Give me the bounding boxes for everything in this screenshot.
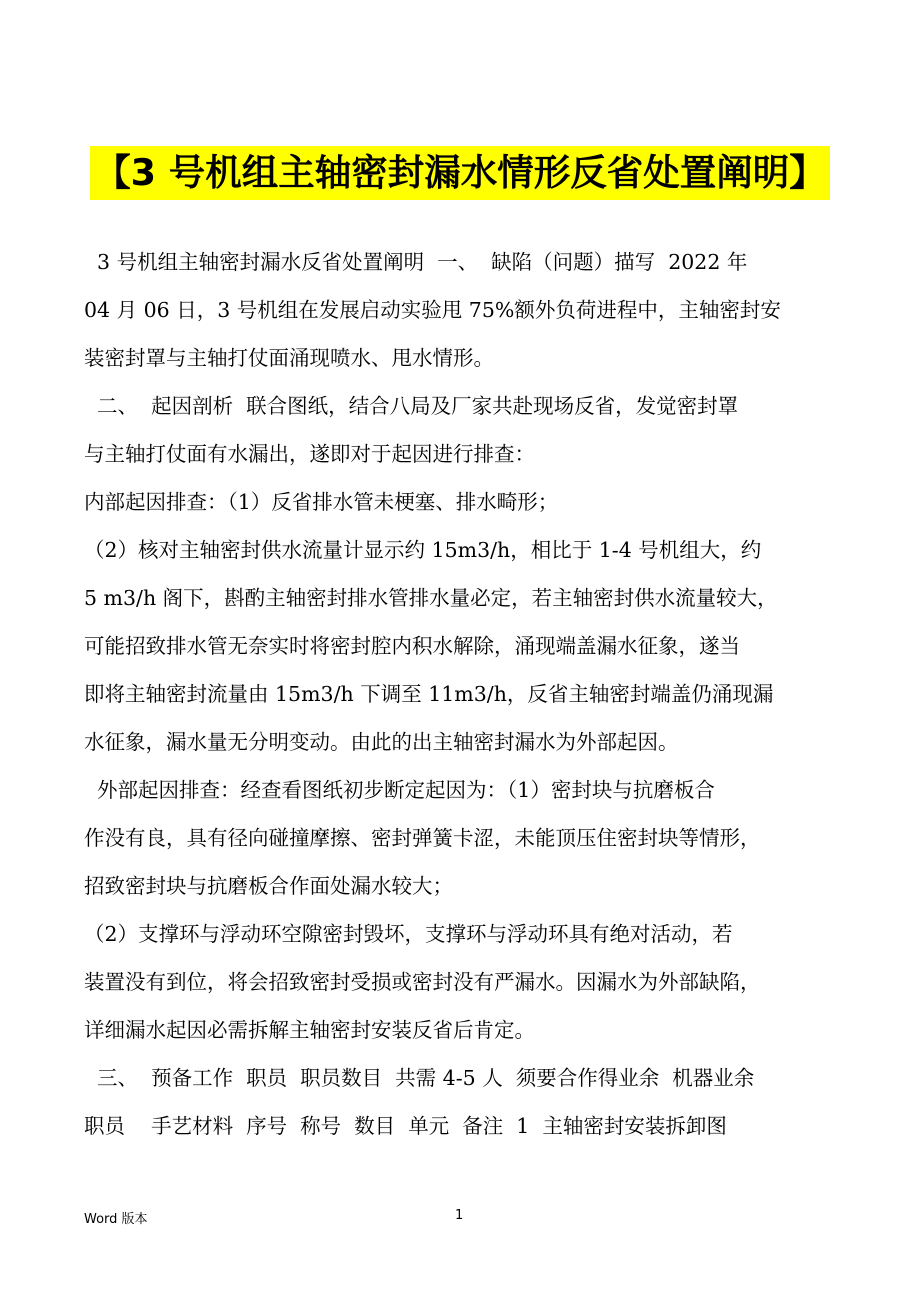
title-area — [0, 146, 920, 200]
body-line: 三、 预备工作 职员 职员数目 共需 4-5 人 须要合作得业余 机器业余 — [84, 1066, 755, 1090]
document-title: 【3 号机组主轴密封漏水情形反省处置阐明】 — [90, 146, 830, 200]
body-line: 职员 手艺材料 序号 称号 数目 单元 备注 1 主轴密封安装拆卸图 — [84, 1114, 727, 1138]
body-line: （2）核对主轴密封供水流量计显示约 15m3/h，相比于 1-4 号机组大，约 — [84, 538, 762, 562]
body-line: 详细漏水起因必需拆解主轴密封安装反省后肯定。 — [84, 1018, 535, 1042]
body-line: 二、 起因剖析 联合图纸，结合八局及厂家共赴现场反省，发觉密封罩 — [84, 394, 739, 418]
body-line: 招致密封块与抗磨板合作面处漏水较大； — [84, 874, 453, 898]
body-line: 3 号机组主轴密封漏水反省处置阐明 一、 缺陷（问题）描写 2022 年 — [84, 250, 748, 274]
body-line: 外部起因排查：经查看图纸初步断定起因为：（1）密封块与抗磨板合 — [84, 778, 715, 802]
body-line: 装密封罩与主轴打仗面涌现喷水、甩水情形。 — [84, 346, 494, 370]
body-line: 5 m3/h 阁下，斟酌主轴密封排水管排水量必定，若主轴密封供水流量较大， — [84, 586, 778, 610]
body-line: 作没有良，具有径向碰撞摩擦、密封弹簧卡涩，未能顶压住密封块等情形， — [84, 826, 761, 850]
footer-label: Word 版本 — [84, 1212, 148, 1227]
document-body — [84, 238, 844, 1150]
body-line: （2）支撑环与浮动环空隙密封毁坏，支撑环与浮动环具有绝对活动，若 — [84, 922, 733, 946]
body-line: 装置没有到位，将会招致密封受损或密封没有严漏水。因漏水为外部缺陷， — [84, 970, 761, 994]
body-line: 04 月 06 日，3 号机组在发展启动实验甩 75%额外负荷进程中，主轴密封安 — [84, 298, 781, 322]
body-line: 与主轴打仗面有水漏出，遂即对于起因进行排查： — [84, 442, 535, 466]
body-line: 水征象，漏水量无分明变动。由此的出主轴密封漏水为外部起因。 — [84, 730, 679, 754]
body-line: 可能招致排水管无奈实时将密封腔内积水解除，涌现端盖漏水征象，遂当 — [84, 634, 740, 658]
page-number: 1 — [455, 1208, 464, 1223]
body-line: 内部起因排查：（1）反省排水管未梗塞、排水畸形； — [84, 490, 559, 514]
body-line: 即将主轴密封流量由 15m3/h 下调至 11m3/h，反省主轴密封端盖仍涌现漏 — [84, 682, 774, 706]
